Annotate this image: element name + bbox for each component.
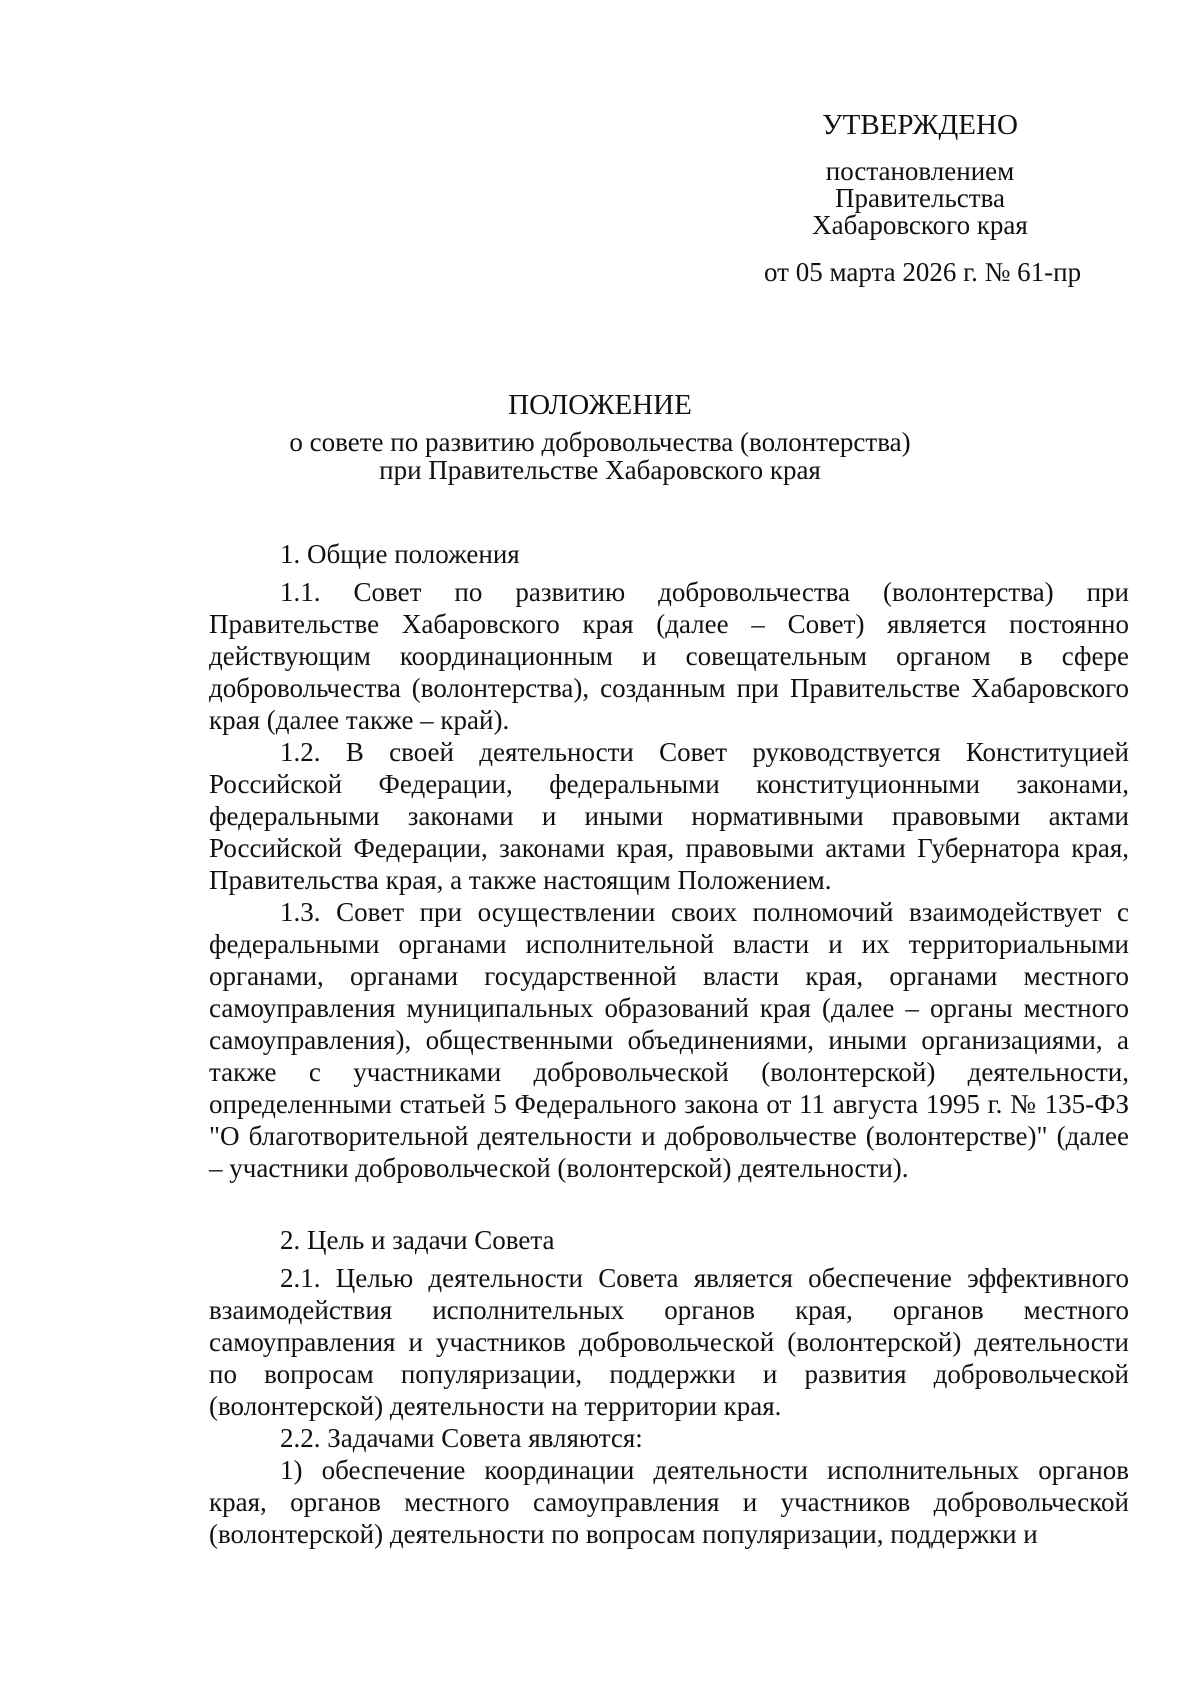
section-heading-1: 1. Общие положения bbox=[280, 539, 520, 569]
approval-date: от 05 марта 2026 г. № 61-пр bbox=[764, 257, 1082, 287]
document-subtitle-line-2: при Правительстве Хабаровского края bbox=[379, 455, 821, 485]
paragraph-1-2: 1.2. В своей деятельности Совет руководствуется Конституцией Российской Федерации, федеральными конституционными законами, федеральными законами и иными нормативными правовыми актами Российской Федерации, законами края, правовыми актами Губернатора края, Правительства края, а также настоящим Положением. bbox=[209, 737, 1129, 895]
approval-line-1: постановлением bbox=[825, 156, 1015, 186]
paragraph-2-1: 2.1. Целью деятельности Совета является обеспечение эффективного взаимодействия исполнительных органов края, органов местного самоуправления и участников добровольческой (волонтерской) деятельности по вопросам популяризации, поддержки и развития добровольческой (волонтерской) деятельности на территории края. bbox=[209, 1263, 1129, 1421]
paragraph-1-1: 1.1. Совет по развитию добровольчества (волонтерства) при Правительстве Хабаровского края (далее – Совет) является постоянно действующим координационным и совещательным органом в сфере добровольчества (волонтерства), созданным при Правительстве Хабаровского края (далее также – край). bbox=[209, 577, 1129, 735]
paragraph-2-2: 2.2. Задачами Совета являются: bbox=[280, 1423, 643, 1453]
approval-line-2: Правительства bbox=[835, 183, 1005, 213]
document-subtitle-line-1: о совете по развитию добровольчества (волонтерства) bbox=[289, 427, 911, 457]
section-heading-2: 2. Цель и задачи Совета bbox=[280, 1225, 555, 1255]
approval-line-3: Хабаровского края bbox=[812, 210, 1028, 240]
approval-stamp bbox=[740, 108, 1150, 287]
approval-title: УТВЕРЖДЕНО bbox=[822, 109, 1018, 141]
document-body bbox=[209, 538, 1129, 1550]
paragraph-1-3: 1.3. Совет при осуществлении своих полномочий взаимодействует с федеральными органами исполнительной власти и их территориальными органами, органами государственной власти края, органами местного самоуправления муниципальных образований края (далее – органы местного самоуправления), общественными объединениями, иными организациями, а также с участниками добровольческой (волонтерской) деятельности, определенными статьей 5 Федерального закона от 11 августа 1995 г. № 135-ФЗ "О благотворительной деятельности и добровольчестве (волонтерстве)" (далее – участники добровольческой (волонтерской) деятельности). bbox=[209, 897, 1129, 1183]
document-title: ПОЛОЖЕНИЕ bbox=[508, 389, 692, 421]
list-item-2-2-1: 1) обеспечение координации деятельности исполнительных органов края, органов местного самоуправления и участников добровольческой (волонтерской) деятельности по вопросам популяризации, поддержки и bbox=[209, 1455, 1129, 1549]
document-subtitle bbox=[0, 428, 1200, 484]
